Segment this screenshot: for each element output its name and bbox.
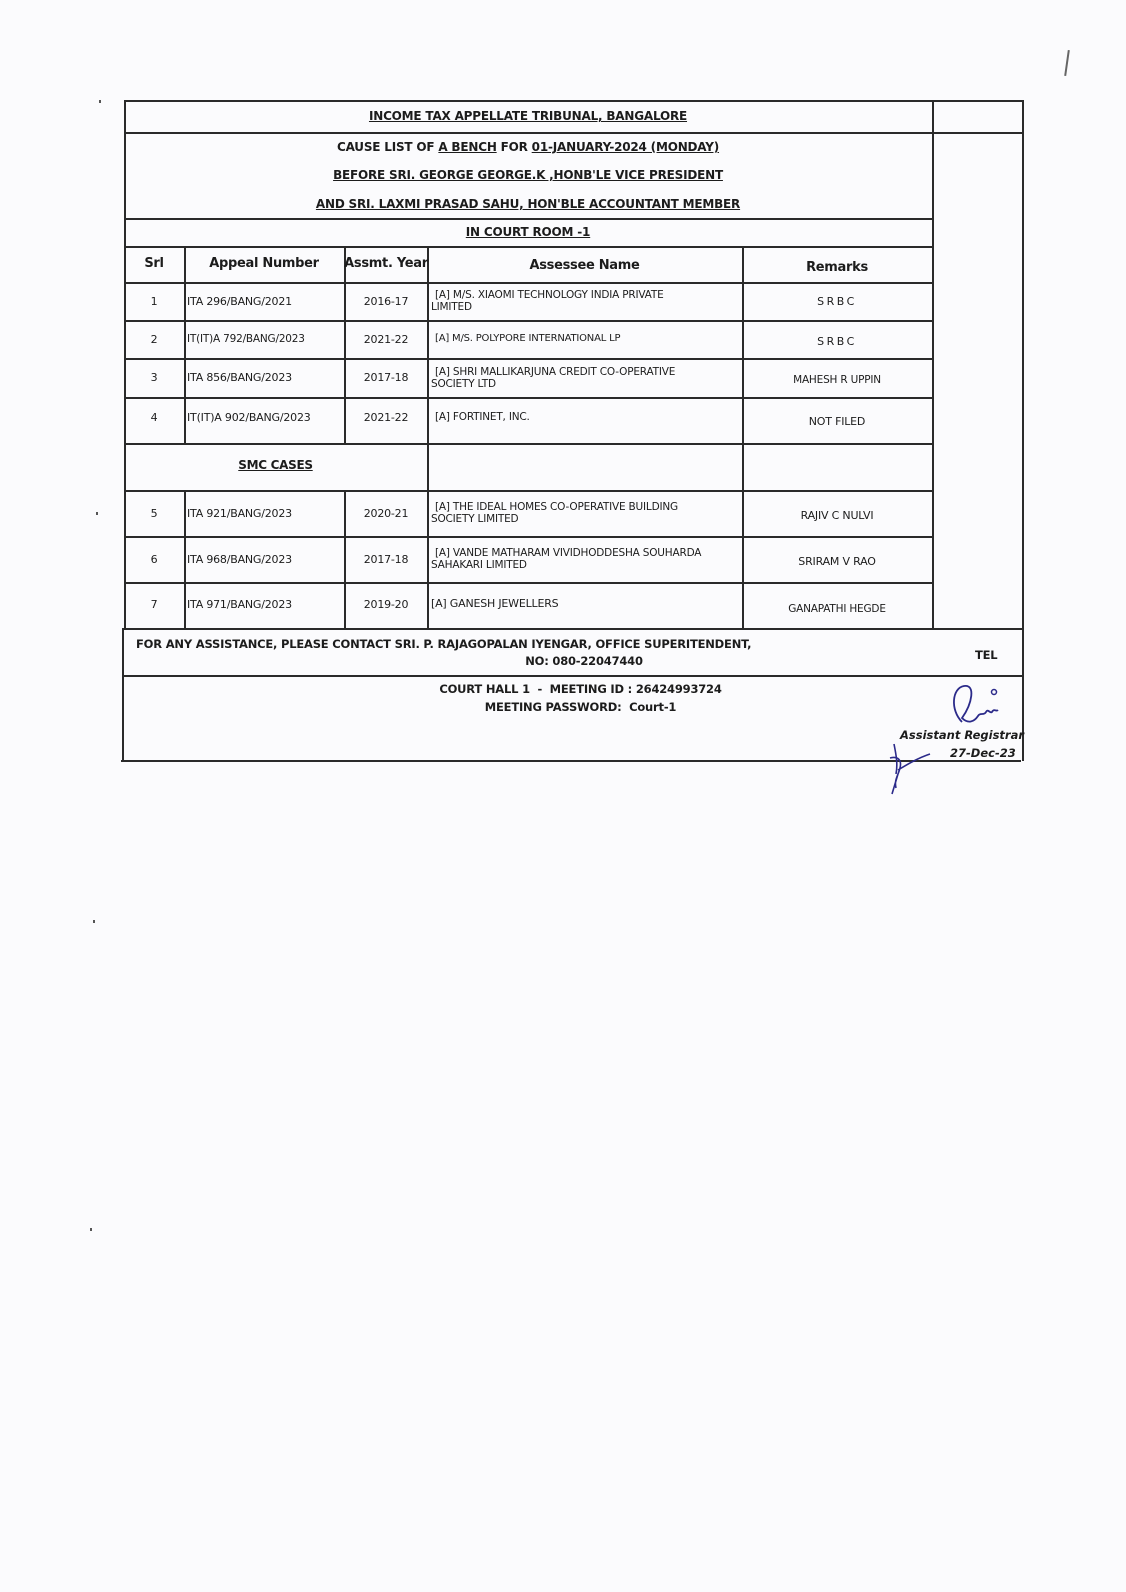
signature-icon — [950, 682, 1030, 732]
cell-srl: 4 — [150, 410, 158, 424]
meeting-password: MEETING PASSWORD: Court-1 — [484, 700, 677, 714]
heading-prefix: CAUSE LIST OF — [336, 140, 439, 154]
table-border — [122, 675, 1022, 677]
cell-assmt-year: 2020-21 — [363, 506, 409, 520]
table-border — [932, 100, 934, 628]
scan-mark — [90, 1228, 92, 1231]
cell-assmt-year: 2016-17 — [363, 294, 409, 308]
column-header-assmt-year: Assmt. Year — [344, 256, 428, 271]
cell-assmt-year: 2019-20 — [363, 597, 409, 611]
cell-srl: 6 — [150, 552, 158, 566]
scan-mark — [1064, 50, 1070, 76]
heading-mid: FOR — [496, 140, 532, 154]
signatory-title: Assistant Registrar — [900, 728, 1025, 742]
cell-appeal-number: ITA 921/BANG/2023 — [187, 506, 292, 520]
cell-remarks: SRBC — [817, 294, 857, 308]
assessee-name-line1: [A] M/S. XIAOMI TECHNOLOGY INDIA PRIVATE — [435, 289, 664, 301]
table-border — [124, 246, 932, 248]
cause-list-heading — [124, 140, 932, 154]
assessee-name-line1: [A] VANDE MATHARAM VIVIDHODDESHA SOUHARDA — [435, 547, 702, 559]
cell-assessee-name — [428, 536, 743, 582]
bench-name: A BENCH — [438, 140, 497, 154]
cell-assmt-year: 2021-22 — [363, 410, 409, 424]
cell-remarks: SRIRAM V RAO — [798, 554, 876, 568]
column-header-remarks: Remarks — [806, 260, 868, 275]
scan-mark — [99, 100, 101, 103]
cell-remarks: SRBC — [817, 334, 857, 348]
cell-srl: 5 — [150, 506, 158, 520]
meeting-id: COURT HALL 1 - MEETING ID : 26424993724 — [439, 682, 722, 696]
assessee-name-line1: [A] GANESH JEWELLERS — [431, 597, 559, 610]
cell-srl: 1 — [150, 294, 158, 308]
tribunal-title: INCOME TAX APPELLATE TRIBUNAL, BANGALORE — [368, 109, 688, 123]
cell-assessee-name — [428, 282, 743, 320]
column-divider — [742, 443, 744, 490]
table-border — [121, 760, 1021, 762]
cell-assessee-name — [428, 397, 743, 437]
table-border — [124, 443, 932, 445]
column-divider — [184, 490, 186, 628]
cell-appeal-number: ITA 968/BANG/2023 — [187, 552, 292, 566]
cell-assessee-name — [428, 320, 743, 358]
cell-appeal-number: IT(IT)A 902/BANG/2023 — [187, 410, 311, 424]
cell-assmt-year: 2021-22 — [363, 332, 409, 346]
court-room: IN COURT ROOM -1 — [465, 225, 591, 239]
cell-srl: 3 — [150, 371, 158, 384]
initials-icon — [888, 740, 938, 800]
column-header-srl: Srl — [144, 256, 164, 271]
cell-assmt-year: 2017-18 — [363, 371, 409, 384]
assessee-name-line2: SOCIETY LIMITED — [431, 513, 519, 525]
cell-appeal-number: IT(IT)A 792/BANG/2023 — [187, 333, 305, 345]
column-header-appeal-number: Appeal Number — [209, 256, 319, 271]
cell-appeal-number: ITA 971/BANG/2023 — [187, 597, 292, 611]
column-divider — [427, 443, 429, 490]
assessee-name-line1: [A] FORTINET, INC. — [435, 411, 530, 423]
cell-remarks: RAJIV C NULVI — [800, 508, 874, 522]
table-border — [1022, 100, 1024, 761]
bench-member-2: AND SRI. LAXMI PRASAD SAHU, HON'BLE ACCOUNTANT MEMBER — [315, 197, 741, 211]
table-border — [124, 100, 1022, 102]
table-border — [124, 218, 932, 220]
cell-remarks: NOT FILED — [808, 414, 866, 428]
bench-member-1: BEFORE SRI. GEORGE GEORGE.K ,HONB'LE VICE PRESIDENT — [333, 168, 723, 182]
assistance-phone: NO: 080-22047440 — [525, 654, 643, 668]
cell-appeal-number: ITA 856/BANG/2023 — [187, 371, 292, 384]
assessee-name-line1: [A] M/S. POLYPORE INTERNATIONAL LP — [435, 333, 621, 344]
assessee-name-line2: LIMITED — [431, 301, 472, 313]
cell-remarks: GANAPATHI HEGDE — [788, 603, 886, 615]
cell-assessee-name — [428, 358, 743, 397]
cell-assessee-name — [428, 490, 743, 536]
cell-srl: 7 — [150, 597, 158, 611]
section-label-smc-cases: SMC CASES — [238, 458, 313, 472]
assessee-name-line2: SOCIETY LTD — [431, 377, 496, 390]
assessee-name-line2: SAHAKARI LIMITED — [431, 559, 527, 571]
column-header-assessee-name: Assessee Name — [529, 258, 640, 273]
table-border — [124, 132, 1022, 134]
cell-srl: 2 — [150, 332, 158, 346]
column-divider — [184, 246, 186, 443]
hearing-date: 01-JANUARY-2024 (MONDAY) — [531, 140, 720, 154]
cell-assessee-name — [428, 582, 743, 626]
cell-appeal-number: ITA 296/BANG/2021 — [187, 294, 292, 308]
assistance-contact-line: FOR ANY ASSISTANCE, PLEASE CONTACT SRI. P. RAJAGOPALAN IYENGAR, OFFICE SUPERITENDENT, — [136, 637, 752, 651]
signed-date: 27-Dec-23 — [950, 746, 1016, 760]
assessee-name-line1: [A] SHRI MALLIKARJUNA CREDIT CO-OPERATIVE — [435, 365, 676, 378]
scan-mark — [93, 920, 95, 923]
tel-label: TEL — [975, 648, 998, 662]
cell-remarks: MAHESH R UPPIN — [793, 373, 881, 386]
cell-assmt-year: 2017-18 — [363, 552, 409, 566]
assessee-name-line1: [A] THE IDEAL HOMES CO-OPERATIVE BUILDING — [435, 501, 678, 513]
scan-mark — [96, 512, 98, 515]
